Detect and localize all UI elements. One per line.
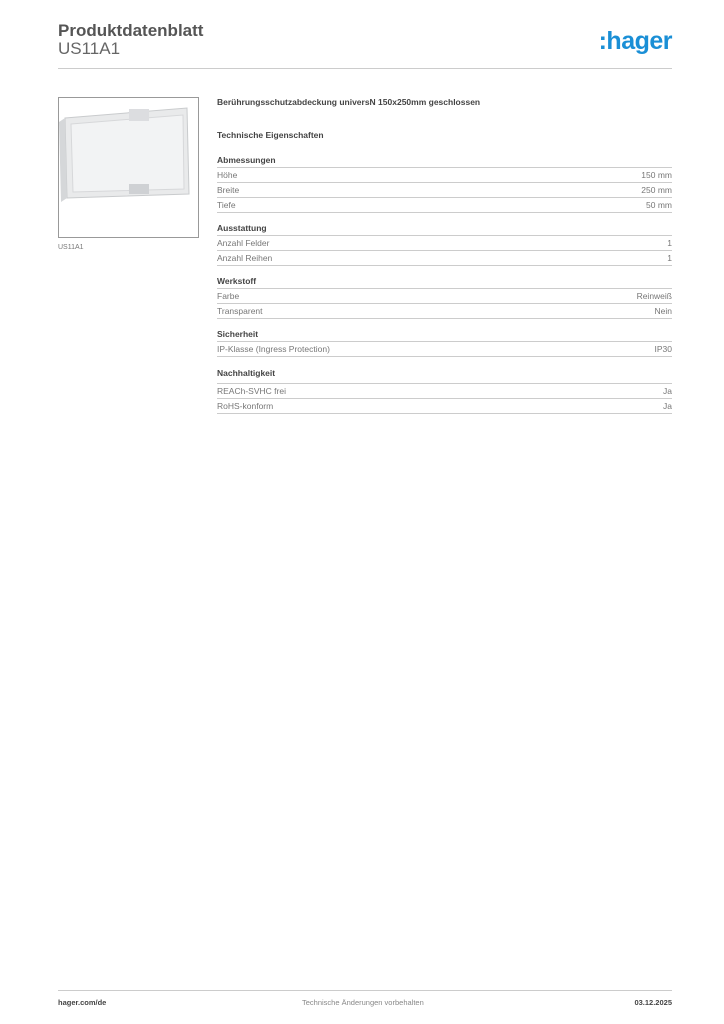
section-title: Nachhaltigkeit <box>217 366 672 384</box>
footer-date: 03.12.2025 <box>634 998 672 1007</box>
spec-label: Anzahl Felder <box>217 238 270 248</box>
section-title: Werkstoff <box>217 275 672 289</box>
spec-value: 250 mm <box>641 185 672 195</box>
spec-row <box>217 304 672 319</box>
article-number: US11A1 <box>58 39 121 58</box>
spec-label: REACh-SVHC frei <box>217 386 286 396</box>
spec-value: IP30 <box>654 344 672 354</box>
spec-label: RoHS-konform <box>217 401 274 411</box>
spec-label: Höhe <box>217 170 238 180</box>
spec-row <box>217 251 672 266</box>
spec-row <box>217 168 672 183</box>
spec-label: Tiefe <box>217 200 236 210</box>
page-title: Produktdatenblatt <box>58 21 204 40</box>
spec-row <box>217 399 672 414</box>
spec-row <box>217 384 672 399</box>
spec-row <box>217 183 672 198</box>
spec-section <box>217 154 672 213</box>
spec-row <box>217 236 672 251</box>
footer-note: Technische Änderungen vorbehalten <box>302 998 424 1007</box>
spec-value: 1 <box>667 238 672 248</box>
spec-section <box>217 275 672 319</box>
spec-row <box>217 342 672 357</box>
spec-value: Ja <box>663 401 672 411</box>
footer-divider <box>58 990 672 991</box>
spec-value: Ja <box>663 386 672 396</box>
section-title: Abmessungen <box>217 154 672 168</box>
spec-row <box>217 289 672 304</box>
product-name: Berührungsschutzabdeckung universN 150x250mm geschlossen <box>217 97 481 107</box>
spec-value: 1 <box>667 253 672 263</box>
spec-label: IP-Klasse (Ingress Protection) <box>217 344 330 354</box>
product-image <box>58 97 199 238</box>
tech-heading: Technische Eigenschaften <box>217 130 324 140</box>
spec-section <box>217 222 672 266</box>
spec-section <box>217 328 672 357</box>
header-divider <box>58 68 672 69</box>
spec-label: Transparent <box>217 306 263 316</box>
section-title: Ausstattung <box>217 222 672 236</box>
image-caption: US11A1 <box>58 244 84 251</box>
spec-value: Nein <box>654 306 672 316</box>
spec-table <box>217 154 672 423</box>
spec-label: Farbe <box>217 291 240 301</box>
spec-section <box>217 366 672 414</box>
footer-website[interactable]: hager.com/de <box>58 998 107 1007</box>
spec-value: Reinweiß <box>636 291 672 301</box>
hager-logo: :hager <box>598 27 672 55</box>
section-title: Sicherheit <box>217 328 672 342</box>
spec-value: 150 mm <box>641 170 672 180</box>
spec-label: Breite <box>217 185 240 195</box>
spec-value: 50 mm <box>646 200 672 210</box>
spec-label: Anzahl Reihen <box>217 253 273 263</box>
spec-row <box>217 198 672 213</box>
